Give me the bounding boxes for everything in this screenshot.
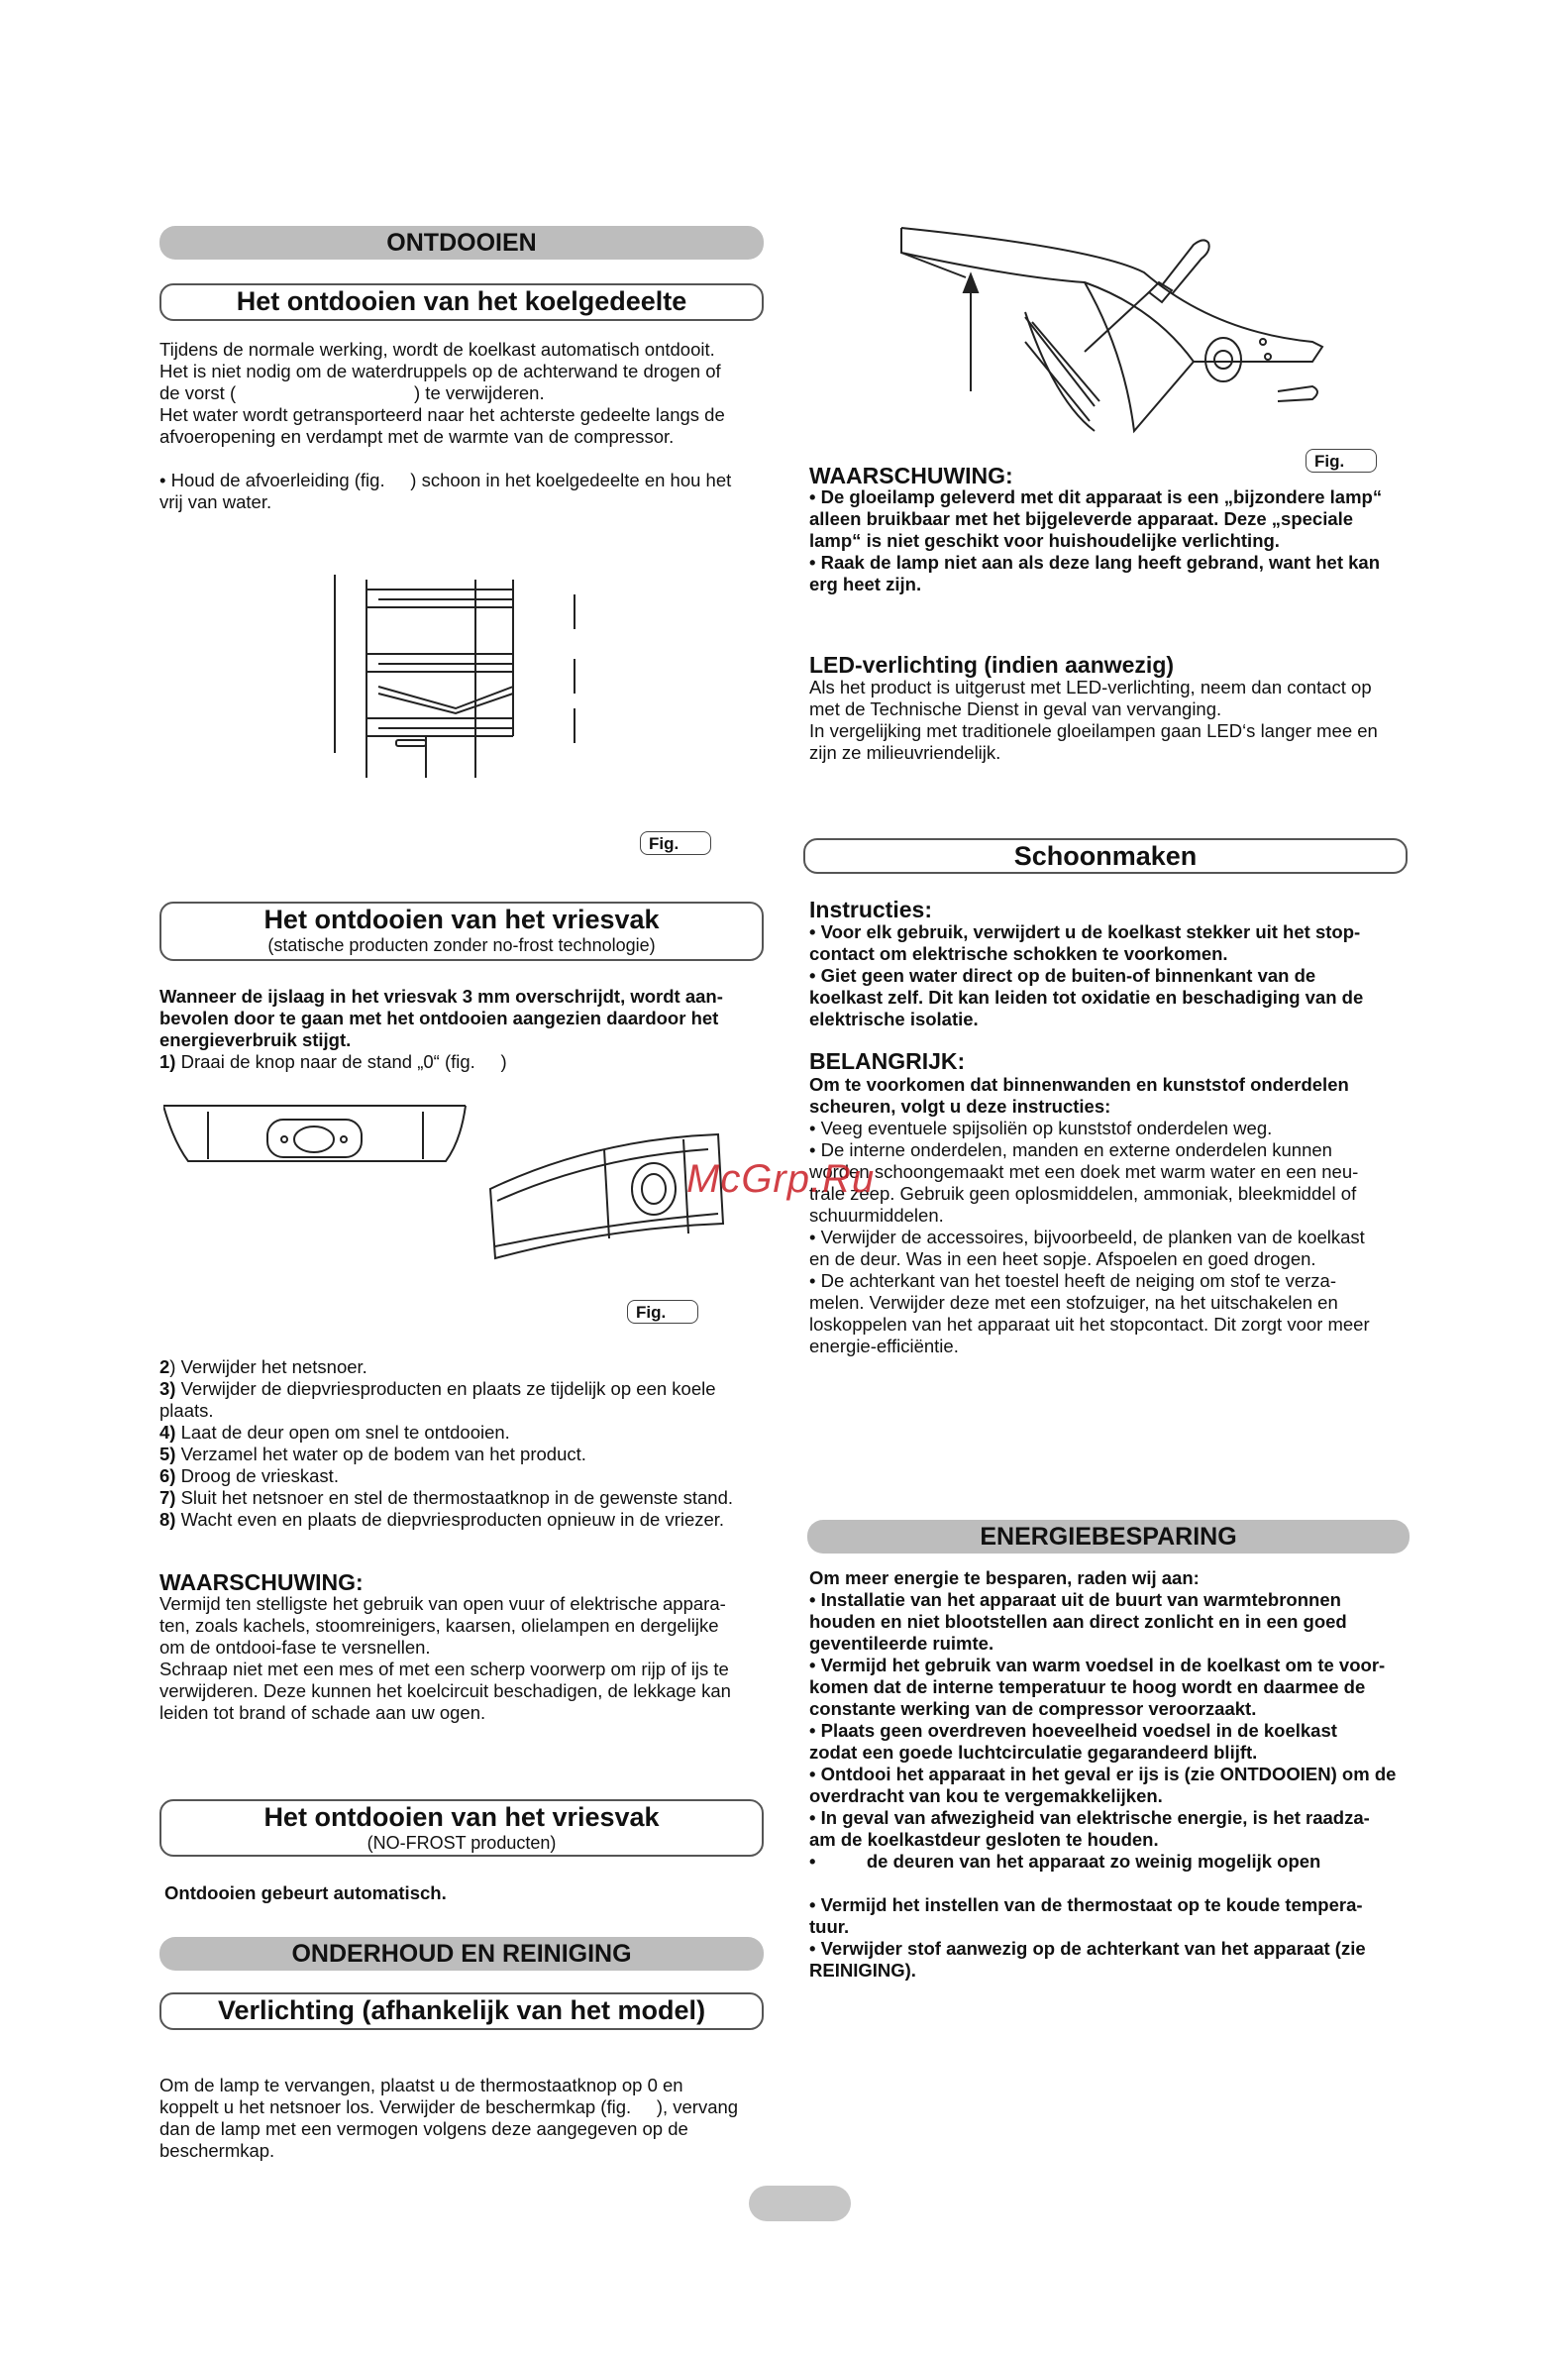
belangrijk-paragraph (809, 1118, 1453, 1357)
text-line: energie-efficiëntie. (809, 1336, 959, 1356)
text-line: geventileerde ruimte. (809, 1633, 994, 1654)
text-line: erg heet zijn. (809, 574, 922, 594)
step-text: ) Verwijder het netsnoer. (169, 1356, 367, 1377)
text-line: Het water wordt getransporteerd naar het achterste gedeelte langs de (159, 404, 725, 425)
text-line: • Raak de lamp niet aan als deze lang heeft gebrand, want het kan (809, 552, 1381, 573)
text-line: zijn ze milieuvriendelijk. (809, 742, 1001, 763)
koel-paragraph (159, 339, 774, 448)
text-line: • De gloeilamp geleverd met dit apparaat is een „bijzondere lamp“ (809, 486, 1383, 507)
page-number-tab (749, 2186, 851, 2221)
steps-list (159, 1356, 784, 1531)
subsection-box-vriesvak (159, 902, 764, 961)
text-line: In vergelijking met traditionele gloeilampen gaan LED‘s langer mee en (809, 720, 1378, 741)
vriesvak-intro (159, 986, 774, 1051)
text-line: scheuren, volgt u deze instructies: (809, 1096, 1111, 1117)
step-text: Sluit het netsnoer en stel de thermostaatknop in de gewenste stand. (175, 1487, 734, 1508)
text-line: • In geval van afwezigheid van elektrische energie, is het raadza- (809, 1807, 1370, 1828)
step-text: Laat de deur open om snel te ontdooien. (175, 1422, 510, 1443)
text-line: koppelt u het netsnoer los. Verwijder de beschermkap (fig. ), vervang (159, 2096, 739, 2117)
step-number: 8) (159, 1509, 176, 1530)
subsection-title: Het ontdooien van het vriesvak (263, 905, 660, 934)
text-line: energieverbruik stijgt. (159, 1029, 352, 1050)
text-line: • Plaats geen overdreven hoeveelheid voedsel in de koelkast (809, 1720, 1337, 1741)
figure-label: Fig. (640, 831, 711, 855)
text-line: loskoppelen van het apparaat uit het stopcontact. Dit zorgt voor meer (809, 1314, 1370, 1335)
warning-heading: WAARSCHUWING: (809, 463, 1013, 488)
instructies-heading: Instructies: (809, 897, 932, 922)
step-number: 3) (159, 1378, 176, 1399)
step-number: 1) (159, 1051, 176, 1072)
step-line (159, 1378, 784, 1400)
text-line: • Veeg eventuele spijsoliën op kunststof onderdelen weg. (809, 1118, 1273, 1138)
text-line: • Vermijd het instellen van de thermostaat op te koude tempera- (809, 1894, 1363, 1915)
text-line: Het is niet nodig om de waterdruppels op de achterwand te drogen of (159, 361, 721, 381)
step-text: Verzamel het water op de bodem van het product. (175, 1444, 586, 1464)
step-text: plaats. (159, 1400, 214, 1421)
text-line: am de koelkastdeur gesloten te houden. (809, 1829, 1159, 1850)
instructies-paragraph (809, 921, 1453, 1030)
text-line: • De interne onderdelen, manden en externe onderdelen kunnen (809, 1139, 1332, 1160)
lamp-cover-screwdriver-illustration (896, 223, 1332, 451)
text-line: lamp“ is niet geschikt voor huishoudelijke verlichting. (809, 530, 1280, 551)
led-heading: LED-verlichting (indien aanwezig) (809, 652, 1175, 678)
text-line: afvoeropening en verdampt met de warmte van de compressor. (159, 426, 675, 447)
text-line: trale zeep. Gebruik geen oplosmiddelen, ammoniak, bleekmiddel of (809, 1183, 1357, 1204)
step-line (159, 1422, 784, 1444)
text-line: beschermkap. (159, 2140, 275, 2161)
text-line: melen. Verwijder deze met een stofzuiger, na het uitschakelen en (809, 1292, 1338, 1313)
step-line (159, 1465, 784, 1487)
watermark: McGrp.Ru (686, 1157, 876, 1201)
text-line: komen dat de interne temperatuur te hoog wordt en daarmee de (809, 1676, 1366, 1697)
text-line: • de deuren van het apparaat zo weinig mogelijk open (809, 1851, 1321, 1872)
step-number: 5) (159, 1444, 176, 1464)
text-line: Om te voorkomen dat binnenwanden en kunststof onderdelen (809, 1074, 1349, 1095)
subsection-title: Verlichting (afhankelijk van het model) (217, 1995, 706, 2025)
text-line: overdracht van kou te vergemakkelijken. (809, 1785, 1163, 1806)
text-line: leiden tot brand of schade aan uw ogen. (159, 1702, 486, 1723)
step-line (159, 1444, 784, 1465)
text-line: REINIGING). (809, 1960, 916, 1981)
text-line: contact om elektrische schokken te voorkomen. (809, 943, 1228, 964)
text-line: alleen bruikbaar met het bijgeleverde apparaat. Deze „speciale (809, 508, 1354, 529)
subsection-title: Het ontdooien van het koelgedeelte (236, 286, 687, 316)
text-line: Schraap niet met een mes of met een scherp voorwerp om rijp of ijs te (159, 1659, 729, 1679)
nofrost-text: Ontdooien gebeurt automatisch. (164, 1882, 447, 1903)
text-line: • Vermijd het gebruik van warm voedsel in de koelkast om te voor- (809, 1655, 1386, 1675)
text-line: tuur. (809, 1916, 850, 1937)
section-banner-ontdooien: ONTDOOIEN (159, 226, 764, 260)
text-line: • Giet geen water direct op de buiten-of binnenkant van de (809, 965, 1316, 986)
step-text: Verwijder de diepvriesproducten en plaats ze tijdelijk op een koele (175, 1378, 716, 1399)
text-line: schuurmiddelen. (809, 1205, 944, 1226)
subsection-box-verlichting (159, 1992, 764, 2030)
text-line: houden en niet blootstellen aan direct zonlicht en in een goed (809, 1611, 1347, 1632)
text-line: zodat een goede luchtcirculatie gegarandeerd blijft. (809, 1742, 1258, 1763)
section-banner-onderhoud: ONDERHOUD EN REINIGING (159, 1937, 764, 1971)
section-banner-energiebesparing: ENERGIEBESPARING (807, 1520, 1410, 1554)
figure-label: Fig. (627, 1300, 698, 1324)
text-line: ten, zoals kachels, stoomreinigers, kaarsen, olielampen en dergelijke (159, 1615, 719, 1636)
text-line: Wanneer de ijslaag in het vriesvak 3 mm overschrijdt, wordt aan- (159, 986, 723, 1007)
text-line: Om de lamp te vervangen, plaatst u de thermostaatknop op 0 en (159, 2075, 683, 2095)
subsection-box-nofrost (159, 1799, 764, 1857)
step-number: 4) (159, 1422, 176, 1443)
text-line (809, 1873, 1453, 1894)
subsection-subtitle: (statische producten zonder no-frost technologie) (267, 935, 656, 955)
text-line: constante werking van de compressor veroorzaakt. (809, 1698, 1257, 1719)
subsection-box-koelgedeelte (159, 283, 764, 321)
subsection-box-schoonmaken (803, 838, 1408, 874)
text-line: elektrische isolatie. (809, 1009, 979, 1029)
lamp-warning-paragraph (809, 486, 1443, 595)
warning-paragraph (159, 1593, 774, 1724)
figure-label: Fig. (1306, 449, 1377, 473)
step-line (159, 1487, 784, 1509)
text-line: • Verwijder stof aanwezig op de achterkant van het apparaat (zie (809, 1938, 1366, 1959)
text-line: • Installatie van het apparaat uit de buurt van warmtebronnen (809, 1589, 1341, 1610)
text-line: • Houd de afvoerleiding (fig. ) schoon in het koelgedeelte en hou het (159, 470, 732, 490)
step-line (159, 1356, 784, 1378)
text-line: worden schoongemaakt met een doek met warm water en een neu- (809, 1161, 1359, 1182)
step-number: 2 (159, 1356, 170, 1377)
step-number: 6) (159, 1465, 176, 1486)
text-line: om de ontdooi-fase te versnellen. (159, 1637, 431, 1658)
text-line: • De achterkant van het toestel heeft de neiging om stof te verza- (809, 1270, 1336, 1291)
text-line: met de Technische Dienst in geval van vervanging. (809, 698, 1222, 719)
text-line: de vorst ( ) te verwijderen. (159, 382, 545, 403)
step-text: Droog de vrieskast. (175, 1465, 339, 1486)
step-1 (159, 1051, 774, 1073)
led-paragraph (809, 677, 1453, 764)
energie-paragraph (809, 1567, 1453, 1982)
subsection-title: Schoonmaken (1013, 841, 1198, 871)
text-line: • Voor elk gebruik, verwijdert u de koelkast stekker uit het stop- (809, 921, 1361, 942)
text-line: vrij van water. (159, 491, 272, 512)
step-line (159, 1400, 784, 1422)
text-line: • Verwijder de accessoires, bijvoorbeeld, de planken van de koelkast (809, 1227, 1365, 1247)
text-line: Als het product is uitgerust met LED-verlichting, neem dan contact op (809, 677, 1372, 697)
text-line: en de deur. Was in een heet sopje. Afspoelen en goed drogen. (809, 1248, 1316, 1269)
text-line: verwijderen. Deze kunnen het koelcircuit beschadigen, de lekkage kan (159, 1680, 731, 1701)
warning-heading: WAARSCHUWING: (159, 1569, 364, 1595)
lamp-paragraph (159, 2075, 784, 2162)
step-line (159, 1509, 784, 1531)
text-line: bevolen door te gaan met het ontdooien aangezien daardoor het (159, 1008, 719, 1028)
step-text: Draai de knop naar de stand „0“ (fig. ) (175, 1051, 507, 1072)
belangrijk-heading: BELANGRIJK: (809, 1048, 966, 1074)
subsection-subtitle: (NO-FROST producten) (366, 1833, 557, 1853)
text-line: Tijdens de normale werking, wordt de koelkast automatisch ontdooit. (159, 339, 715, 360)
belangrijk-intro (809, 1074, 1453, 1118)
text-line: • Ontdooi het apparaat in het geval er ijs is (zie ONTDOOIEN) om de (809, 1764, 1397, 1784)
text-line: koelkast zelf. Dit kan leiden tot oxidatie en beschadiging van de (809, 987, 1364, 1008)
step-text: Wacht even en plaats de diepvriesproducten opnieuw in de vriezer. (175, 1509, 725, 1530)
thermostat-front-illustration (163, 1102, 470, 1166)
text-line: dan de lamp met een vermogen volgens deze aangegeven op de (159, 2118, 688, 2139)
text-line: Vermijd ten stelligste het gebruik van open vuur of elektrische appara- (159, 1593, 726, 1614)
step-number: 7) (159, 1487, 176, 1508)
fridge-shelves-illustration (327, 570, 584, 783)
koel-bullet-paragraph (159, 470, 774, 513)
subsection-title: Het ontdooien van het vriesvak (263, 1802, 660, 1832)
text-line: Om meer energie te besparen, raden wij aan: (809, 1567, 1200, 1588)
